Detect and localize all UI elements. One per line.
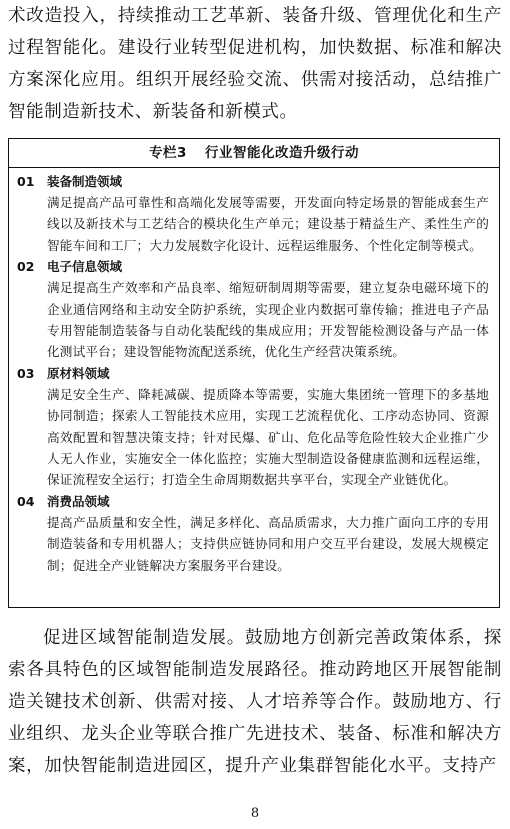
item-description: 提高产品质量和安全性，满足多样化、高品质需求，大力推广面向工序的专用制造装备和专用机器人；支持供应链协同和用户交互平台建设，发展大规模定制；促进全产业链解决方案服务平台建设。 [47,514,489,573]
item-number: 02 [17,259,35,275]
box-item [17,171,489,256]
box-item [17,363,489,491]
item-heading [17,491,489,512]
box-items [9,168,499,576]
item-description: 满足提高产品可靠性和高端化发展等需要，开发面向特定场景的智能成套生产线以及新技术与工艺结合的模块化生产单元；建设基于精益生产、柔性生产的智能车间和工厂；大力发展数字化设计、远程运维服务、个性化定制等模式。 [47,195,489,253]
body-paragraph-bottom: 促进区域智能制造发展。鼓励地方创新完善政策体系，探索各具特色的区域智能制造发展路径。推动跨地区开展智能制造关键技术创新、供需对接、人才培养等合作。鼓励地方、行业组织、龙头企业等联合推广先进技术、装备、标准和解决方案，加快智能制造进园区，提升产业集群智能化水平。支持产 [8,628,502,776]
item-description: 满足提高生产效率和产品良率、缩短研制周期等需要，建立复杂电磁环境下的企业通信网络和主动安全防护系统，实现企业内数据可靠传输；推进电子产品专用智能制造装备与自动化装配线的集成应用；开发智能检测设备与产品一体化测试平台；建设智能物流配送系统，优化生产经营决策系统。 [47,280,489,360]
item-number: 04 [17,493,35,509]
item-heading-text: 消费品领域 [47,493,110,509]
item-heading [17,256,489,277]
body-paragraph-top: 术改造投入，持续推动工艺革新、装备升级、管理优化和生产过程智能化。建设行业转型促进机构，加快数据、标准和解决方案深化应用。组织开展经验交流、供需对接活动，总结推广智能制造新技术、新装备和新模式。 [8,6,502,122]
item-description: 满足安全生产、降耗减碳、提质降本等需要，实施大集团统一管理下的多基地协同制造；探索人工智能技术应用，实现工艺流程优化、工序动态协同、资源高效配置和智慧决策支持；针对民爆、矿山、危化品等危险性较大企业推广少人无人作业，实施安全一体化监控；实施大型制造设备健康监测和远程运维，保证流程安全运行；打造全生命周期数据共享平台，实现全产业链优化。 [47,386,489,488]
box-label: 专栏3 [149,145,187,161]
item-number: 01 [17,174,35,189]
box-item [17,256,489,363]
item-heading-text: 原材料领域 [47,365,110,381]
special-column-box [8,138,500,608]
item-heading-text: 电子信息领域 [47,259,123,275]
box-item [17,491,489,576]
item-heading-text: 装备制造领域 [47,174,123,189]
box-title-text: 行业智能化改造升级行动 [204,145,359,161]
box-title [9,139,499,168]
page-number: 8 [250,806,260,821]
item-heading [17,363,489,384]
item-number: 03 [17,365,35,381]
item-heading [17,171,489,192]
